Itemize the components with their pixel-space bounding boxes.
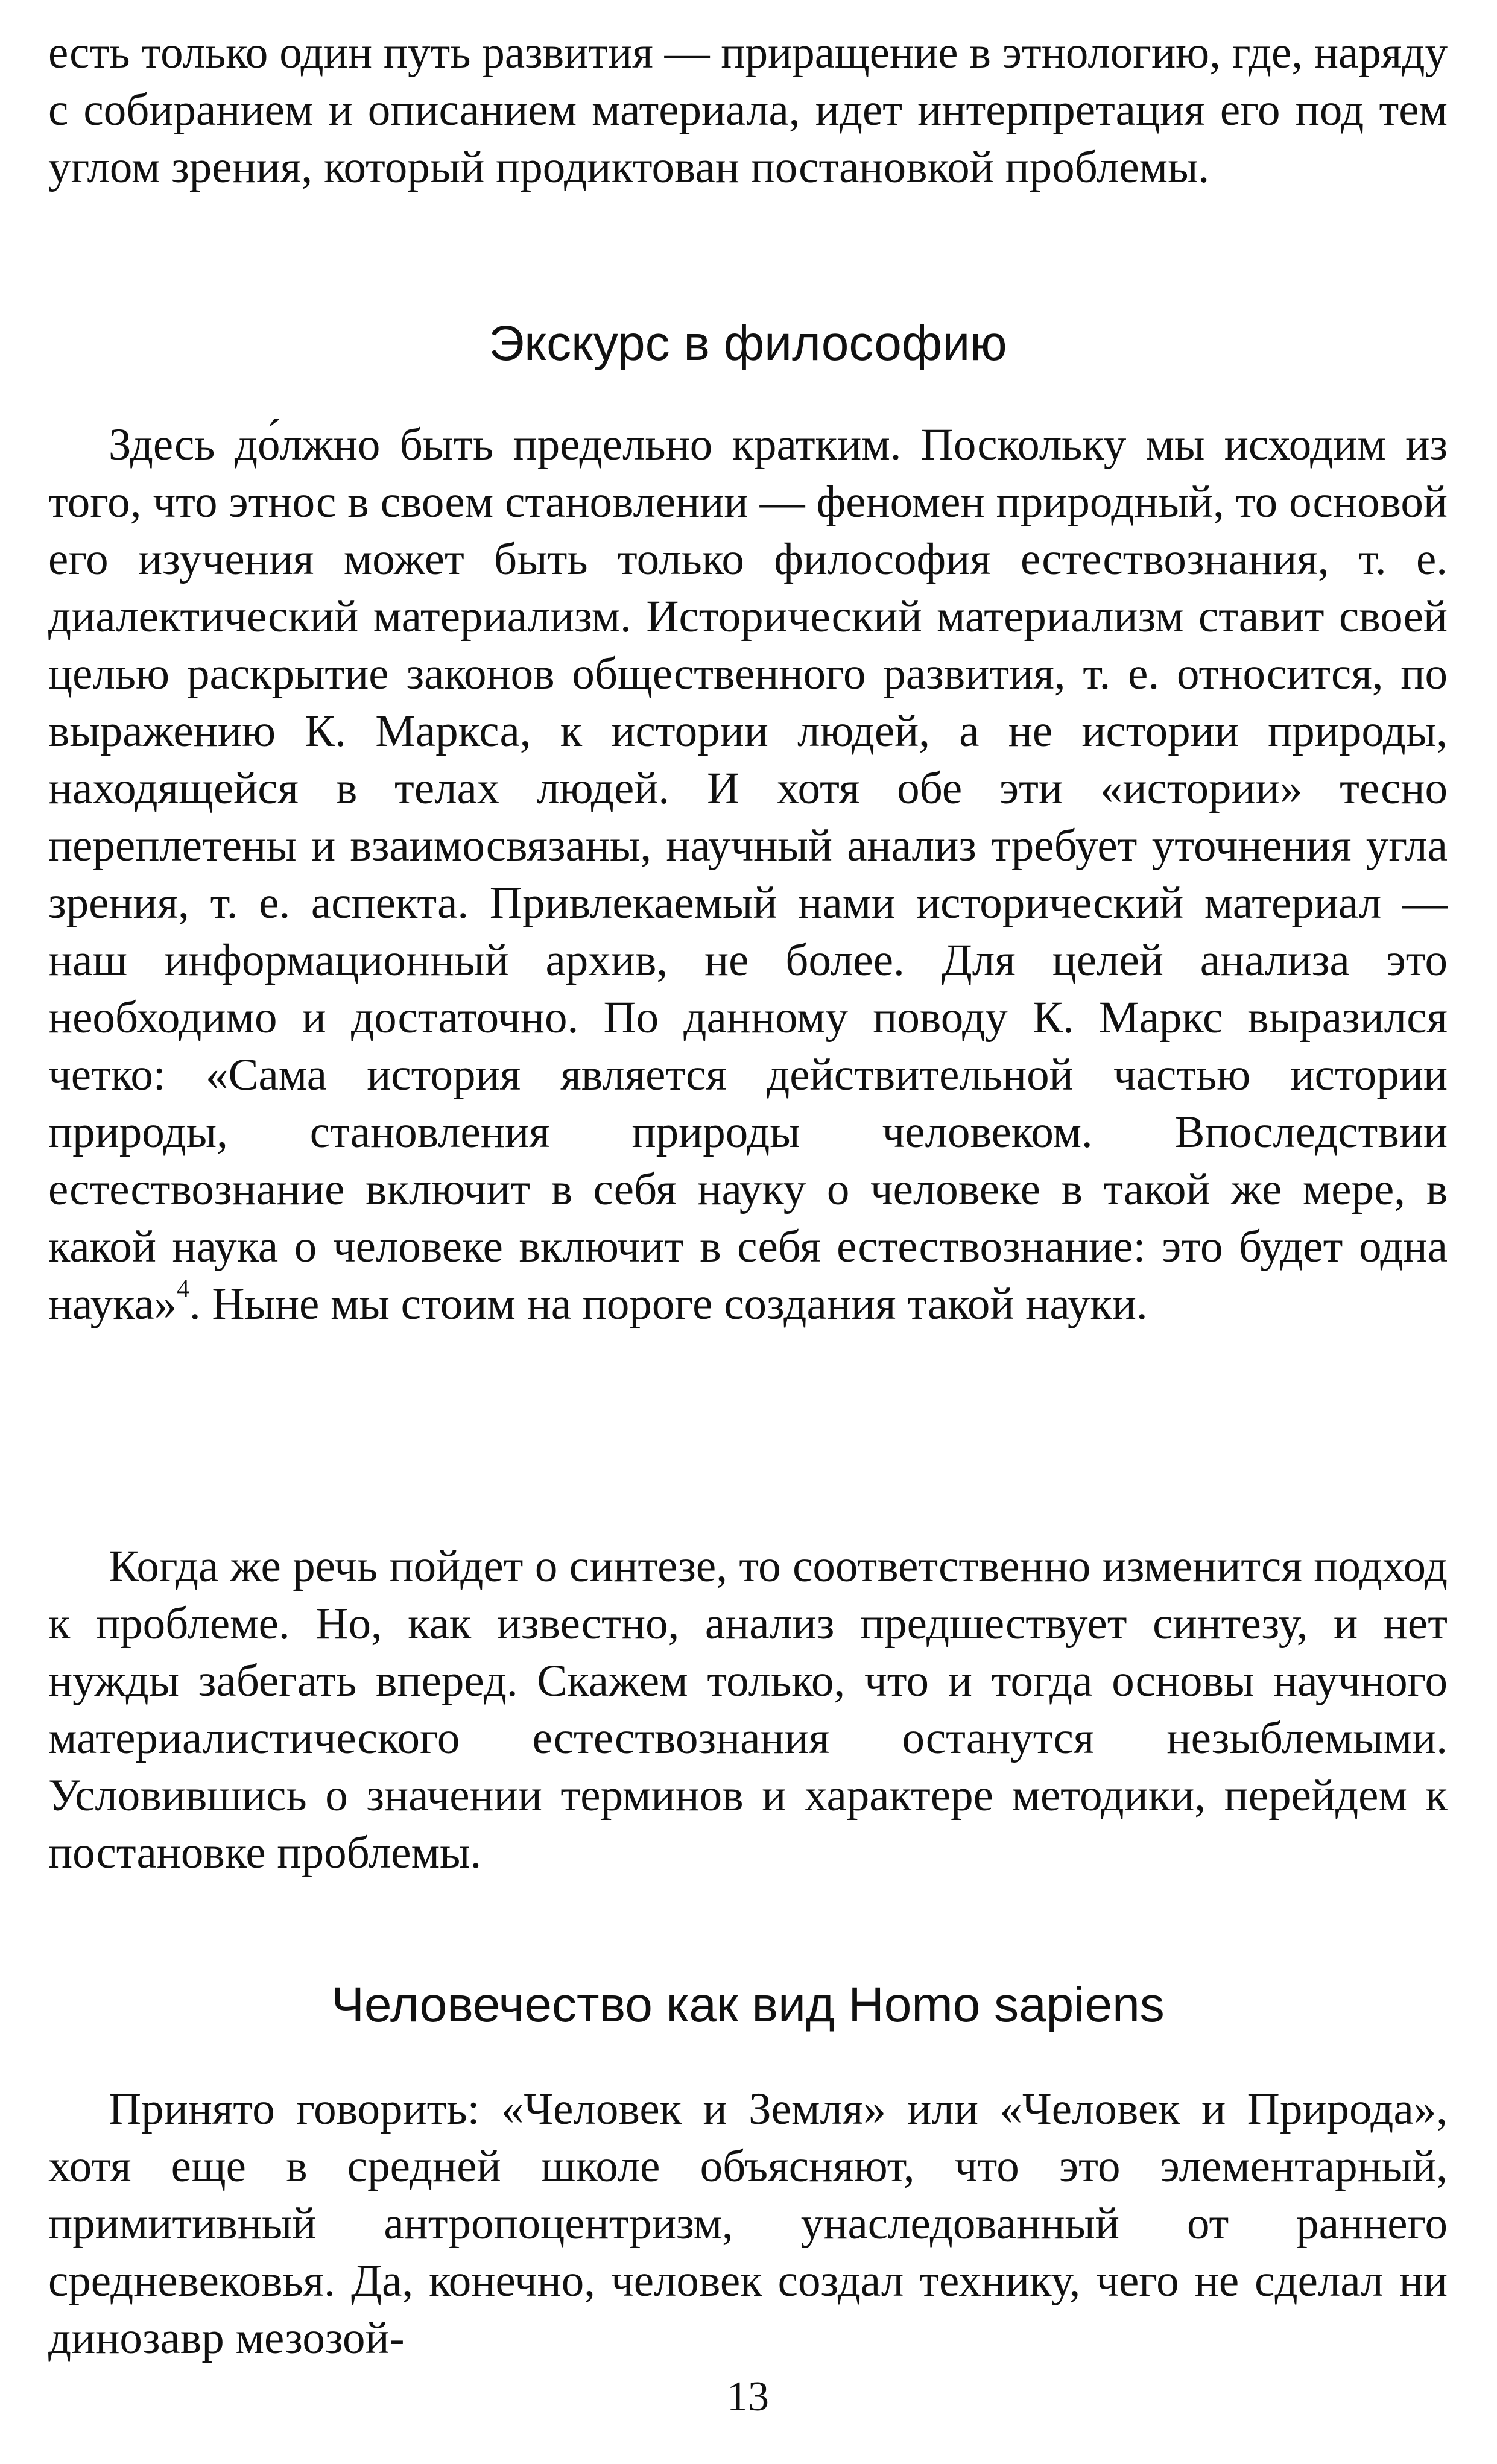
section-heading-homo-sapiens: Человечество как вид Homo sapiens [331, 1977, 1165, 2032]
paragraph-continuation [48, 24, 1448, 196]
section-heading-philosophy: Экскурс в философию [489, 316, 1007, 371]
paragraph-synthesis [48, 1538, 1448, 1881]
footnote-marker: 4 [177, 1274, 189, 1302]
paragraph-humanity [48, 2080, 1448, 2367]
paragraph-text: Когда же речь пойдет о синтезе, то соответственно изменится подход к проблеме. Но, как известно, анализ предшествует синтезу, и нет нужды забегать вперед. Скажем только, что и тогда основы научного материалистического естествознания останутся незыблемыми. Условившись о значении терминов и характере методики, перейдем к постановке проблемы. [48, 1541, 1448, 1878]
paragraph-text: Принято говорить: «Человек и Земля» или «Человек и Природа», хотя еще в средней школе объясняют, что это элементарный, примитивный антропоцентризм, унаследованный от раннего средневековья. Да, конечно, человек создал технику, чего не сделал ни динозавр мезозой- [48, 2084, 1448, 2363]
page-number: 13 [727, 2374, 769, 2420]
paragraph-text-tail: . Ныне мы стоим на пороге создания такой науки. [189, 1279, 1148, 1329]
book-page [48, 24, 1448, 2436]
paragraph-text: есть только один путь развития — приращение в этнологию, где, наряду с собиранием и описанием материала, идет интерпретация его под тем углом зрения, который продиктован постановкой проблемы. [48, 28, 1448, 192]
paragraph-text: Здесь до́лжно быть предельно кратким. Поскольку мы исходим из того, что этнос в своем становлении — феномен природный, то основой его изучения может быть только философия естествознания, т. е. диалектический материализм. Исторический материализм ставит своей целью раскрытие законов общественного развития, т. е. относится, по выражению К. Маркса, к истории людей, а не истории природы, находящейся в телах людей. И хотя обе эти «истории» тесно переплетены и взаимосвязаны, научный анализ требует уточнения угла зрения, т. е. аспекта. Привлекаемый нами исторический материал — наш информационный архив, не более. Для целей анализа это необходимо и достаточно. По данному поводу К. Маркс выразился четко: «Сама история является действительной частью истории природы, становления природы человеком. Впоследствии естествознание включит в себя науку о человеке в такой же мере, в какой наука о человеке включит в себя естествознание: это будет одна наука» [48, 420, 1448, 1329]
paragraph-philosophy [48, 416, 1448, 1333]
